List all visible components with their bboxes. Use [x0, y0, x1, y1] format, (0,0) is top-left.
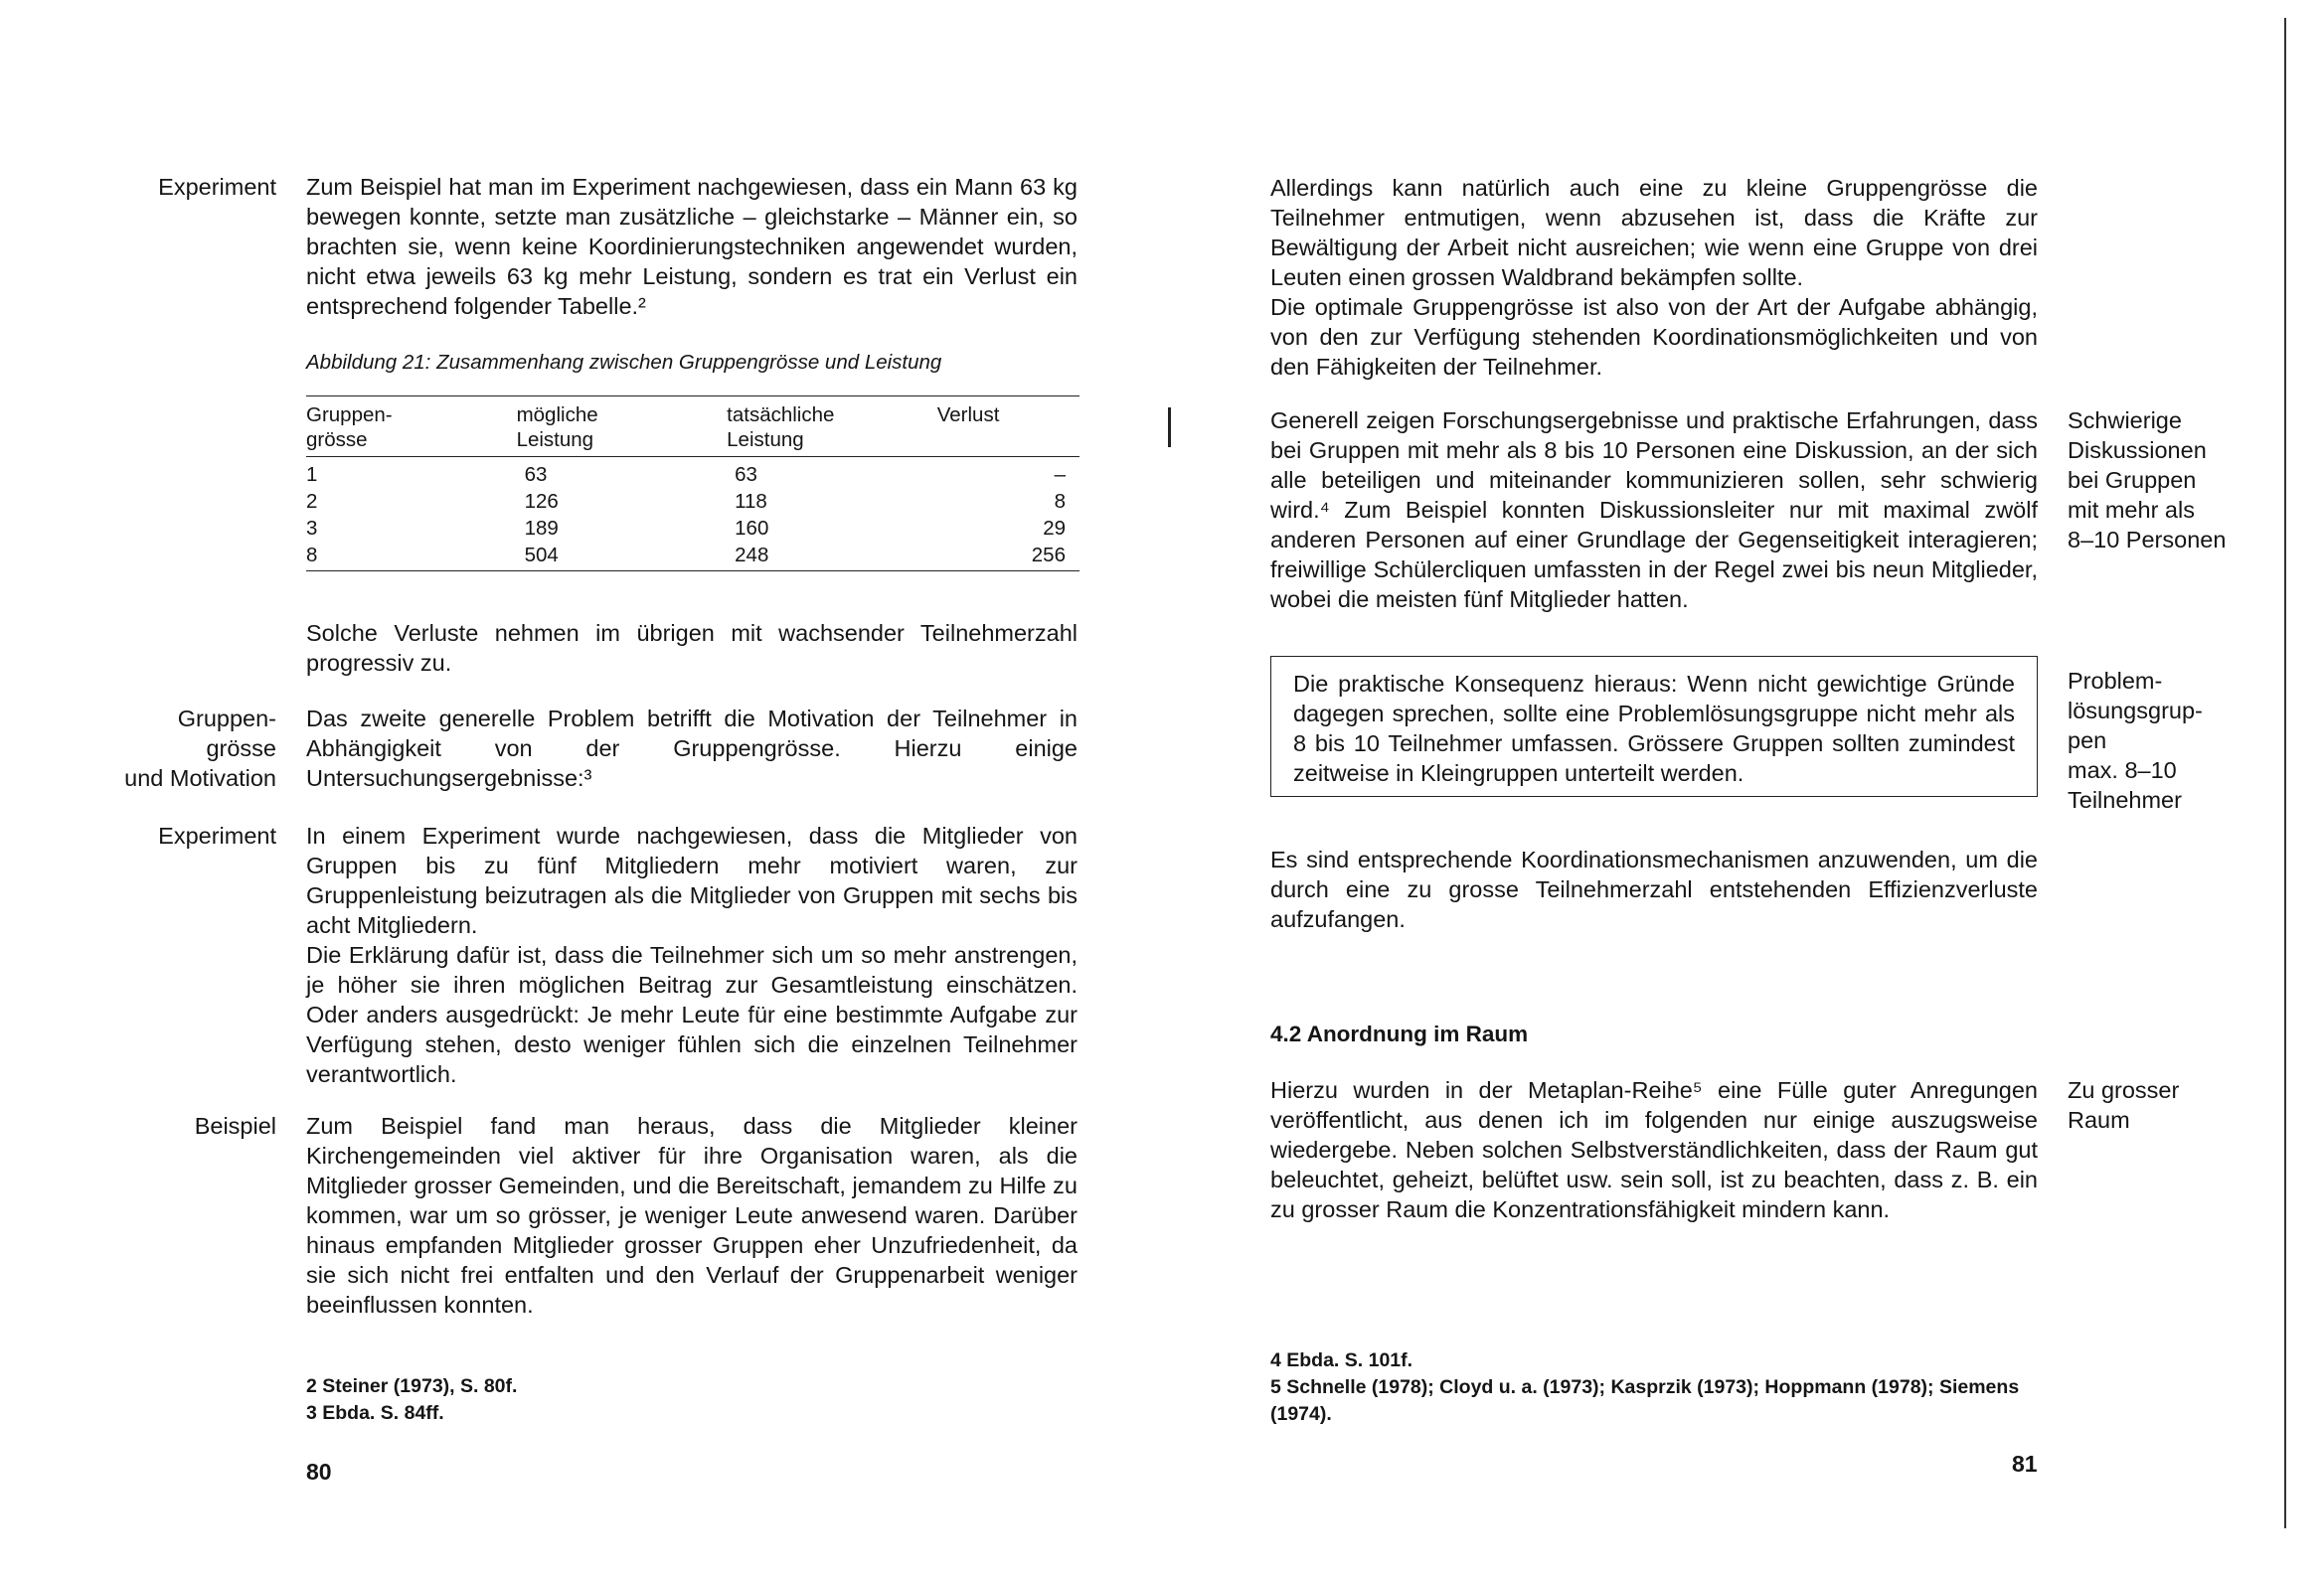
paragraph-text: Die optimale Gruppengrösse ist also von der Art der Aufgabe abhängig, von den zur Verfügung stehenden Koordinationsmöglichkeiten und von den Fähigkeiten der Teilnehmer.	[1270, 294, 2038, 380]
table-cell: 63	[735, 463, 757, 486]
table-header-cell: Gruppen- grösse	[306, 403, 393, 451]
table-cell: 248	[727, 542, 937, 571]
page-number: 81	[2012, 1451, 2038, 1477]
table-cell: 189	[524, 517, 559, 540]
table-cell: 1	[306, 463, 318, 486]
table-cell: –	[1054, 463, 1066, 486]
table-cell: 2	[306, 490, 318, 513]
paragraph-text: Die Erklärung dafür ist, dass die Teilnehmer sich um so mehr anstrengen, je höher sie ihren möglichen Beitrag zur Gesamtleistung einschätzen. Oder anders ausgedrückt: Je mehr Leute für eine bestimmte Aufgabe zur Verfügung stehen, desto weniger fühlen sich die einzelnen Teilnehmer verantwortlich.	[306, 942, 1078, 1087]
margin-note-problem-groups: Problem- lösungsgrup- pen max. 8–10 Teilnehmer	[2068, 668, 2203, 813]
paragraph-motivation: Das zweite generelle Problem betrifft die Motivation der Teilnehmer in Abhängigkeit von der Gruppengrösse. Hierzu einige Untersuchungsergebnisse:³	[306, 706, 1078, 791]
data-table	[306, 395, 1079, 571]
table-cell: 8	[1054, 490, 1066, 513]
footnote: 5 Schnelle (1978); Cloyd u. a. (1973); Kasprzik (1973); Hoppmann (1978); Siemens (1974).	[1270, 1376, 2020, 1425]
gutter-mark	[1168, 407, 1171, 447]
table-cell: 63	[524, 463, 548, 486]
table-row	[306, 542, 1079, 571]
section-heading: 4.2 Anordnung im Raum	[1270, 1022, 1529, 1046]
box-text: Die praktische Konsequenz hieraus: Wenn nicht gewichtige Gründe dagegen sprechen, sollte eine Problemlösungsgruppe nicht mehr als 8 bis 10 Teilnehmer umfassen. Grössere Gruppen sollten zumindest zeitweise in Kleingruppen unterteilt werden.	[1293, 671, 2015, 786]
margin-note-experiment: Experiment	[158, 174, 276, 200]
paragraph-room: Hierzu wurden in der Metaplan-Reihe⁵ eine Fülle guter Anregungen veröffentlicht, aus denen ich im folgenden nur einige auszugsweise wiedergebe. Neben solchen Selbstverständlichkeiten, dass der Raum gut beleuchtet, geheizt, belüftet usw. sein soll, ist zu beachten, dass z. B. ein zu grosser Raum die Konzentrationsfähigkeit mindern kann.	[1270, 1077, 2038, 1222]
table-row	[306, 515, 1079, 542]
page-number: 80	[306, 1459, 332, 1485]
table-cell: 3	[306, 517, 318, 540]
paragraph-text: In einem Experiment wurde nachgewiesen, dass die Mitglieder von Gruppen bis zu fünf Mitgliedern mehr motiviert waren, zur Gruppenleistung beizutragen als die Mitglieder von Gruppen mit sechs bis acht Mitgliedern.	[306, 823, 1078, 938]
paragraph-small-groups	[1270, 173, 2038, 382]
margin-note-example: Beispiel	[194, 1113, 276, 1139]
table-row	[306, 457, 1079, 489]
table-cell: 8	[306, 542, 517, 571]
table-cell: 160	[735, 517, 769, 540]
paragraph-experiment-intro: Zum Beispiel hat man im Experiment nachgewiesen, dass ein Mann 63 kg bewegen konnte, setzte man zusätzliche – gleichstarke – Männer ein, so brachten sie, wenn keine Koordinierungstechniken angewendet wurden, nicht etwa jeweils 63 kg mehr Leistung, sondern es trat ein Verlust ein entsprechend folgender Tabelle.²	[306, 174, 1078, 319]
footnote: 4 Ebda. S. 101f.	[1270, 1349, 1413, 1371]
table-cell: 256	[937, 542, 1079, 571]
figure-caption: Abbildung 21: Zusammenhang zwischen Gruppengrösse und Leistung	[306, 351, 942, 374]
paragraph-text: Allerdings kann natürlich auch eine zu kleine Gruppengrösse die Teilnehmer entmutigen, wenn abzusehen ist, dass die Kräfte zur Bewältigung der Arbeit nicht ausreichen; wie wenn eine Gruppe von drei Leuten einen grossen Waldbrand bekämpfen sollte.	[1270, 175, 2038, 290]
paragraph-example: Zum Beispiel fand man heraus, dass die Mitglieder kleiner Kirchengemeinden viel aktiver für ihre Organisation waren, als die Mitglieder grosser Gemeinden, und die Bereitschaft, jemandem zu Hilfe zu kommen, war um so grösser, je weniger Leute anwesend waren. Darüber hinaus empfanden Mitglieder grosser Gruppen eher Unzufriedenheit, da sie sich nicht frei entfalten und den Verlauf der Gruppenarbeit weniger beeinflussen konnten.	[306, 1113, 1078, 1318]
margin-note-group-motivation: Gruppen- grösse und Motivation	[124, 706, 276, 791]
paragraph-coordination: Es sind entsprechende Koordinationsmechanismen anzuwenden, um die durch eine zu grosse Teilnehmerzahl entstehenden Effizienzverluste aufzufangen.	[1270, 847, 2038, 932]
paragraph-experiment-motivation	[306, 821, 1078, 1089]
margin-note-difficult-discussions: Schwierige Diskussionen bei Gruppen mit mehr als 8–10 Personen	[2068, 407, 2227, 552]
margin-note-experiment-2: Experiment	[158, 823, 276, 849]
paragraph-research: Generell zeigen Forschungsergebnisse und praktische Erfahrungen, dass bei Gruppen mit mehr als 8 bis 10 Personen eine Diskussion, an der sich alle beteiligen und miteinander kommunizieren sollen, sehr schwierig wird.⁴ Zum Beispiel konnten Diskussionsleiter nur mit maximal zwölf anderen Personen auf einer Grundlage der Gegenseitigkeit interagieren; freiwillige Schülercliquen umfassten in der Regel zwei bis neun Mitglieder, wobei die meisten fünf Mitglieder hatten.	[1270, 407, 2038, 612]
table-cell: 29	[1043, 517, 1066, 540]
table-cell: 504	[517, 542, 728, 571]
margin-note-large-room: Zu grosser Raum	[2068, 1077, 2180, 1133]
table-header-cell: mögliche Leistung	[516, 403, 598, 451]
footnote: 3 Ebda. S. 84ff.	[306, 1402, 444, 1424]
table-header-cell: Verlust	[936, 403, 1000, 426]
paragraph-losses: Solche Verluste nehmen im übrigen mit wachsender Teilnehmerzahl progressiv zu.	[306, 620, 1078, 676]
footnote: 2 Steiner (1973), S. 80f.	[306, 1375, 518, 1397]
table-header-cell: tatsächliche Leistung	[727, 403, 835, 451]
highlight-box	[1270, 656, 2038, 797]
table-cell: 126	[524, 490, 559, 513]
table-cell: 118	[735, 490, 767, 513]
table-header-row	[306, 396, 1079, 457]
table-row	[306, 488, 1079, 515]
